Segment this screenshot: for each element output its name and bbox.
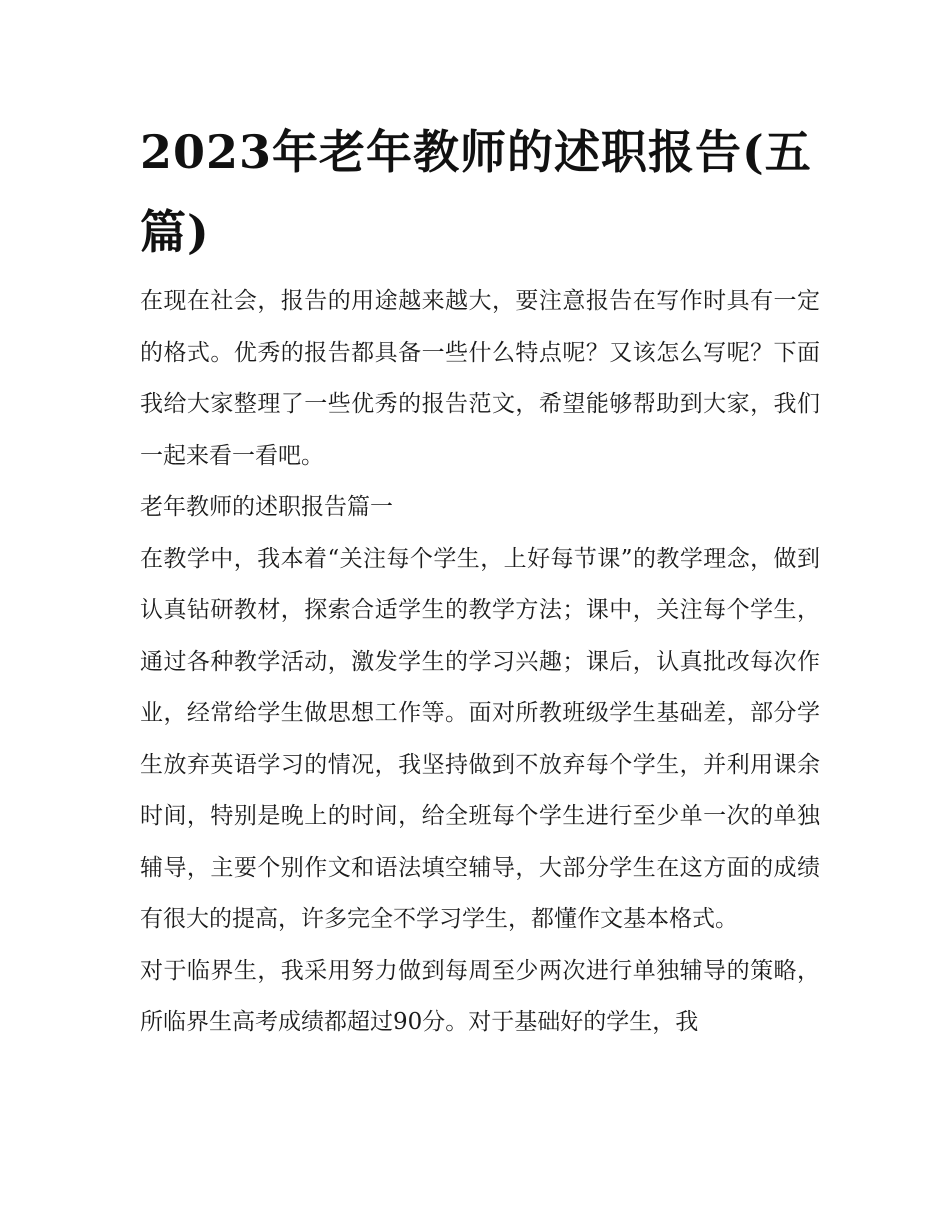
document-body bbox=[140, 276, 820, 1049]
body-paragraph-2: 对于临界生，我采用努力做到每周至少两次进行单独辅导的策略，所临界生高考成绩都超过90分。对于基础好的学生，我 bbox=[140, 957, 820, 1035]
body-paragraph-1: 在教学中，我本着“关注每个学生，上好每节课”的教学理念，做到认真钻研教材，探索合适学生的教学方法；课中，关注每个学生，通过各种教学活动，激发学生的学习兴趣；课后，认真批改每次作业，经常给学生做思想工作等。面对所教班级学生基础差，部分学生放弃英语学习的情况，我坚持做到不放弃每个学生，并利用课余时间，特别是晚上的时间，给全班每个学生进行至少单一次的单独辅导，主要个别作文和语法填空辅导，大部分学生在这方面的成绩有很大的提高，许多完全不学习学生，都懂作文基本格式。 bbox=[140, 545, 820, 932]
intro-paragraph: 在现在社会，报告的用途越来越大，要注意报告在写作时具有一定的格式。优秀的报告都具备一些什么特点呢？又该怎么写呢？下面我给大家整理了一些优秀的报告范文，希望能够帮助到大家，我们一起来看一看吧。 bbox=[140, 288, 820, 469]
document-title: 2023年老年教师的述职报告(五篇) bbox=[140, 125, 812, 259]
section-heading: 老年教师的述职报告篇一 bbox=[140, 494, 393, 520]
